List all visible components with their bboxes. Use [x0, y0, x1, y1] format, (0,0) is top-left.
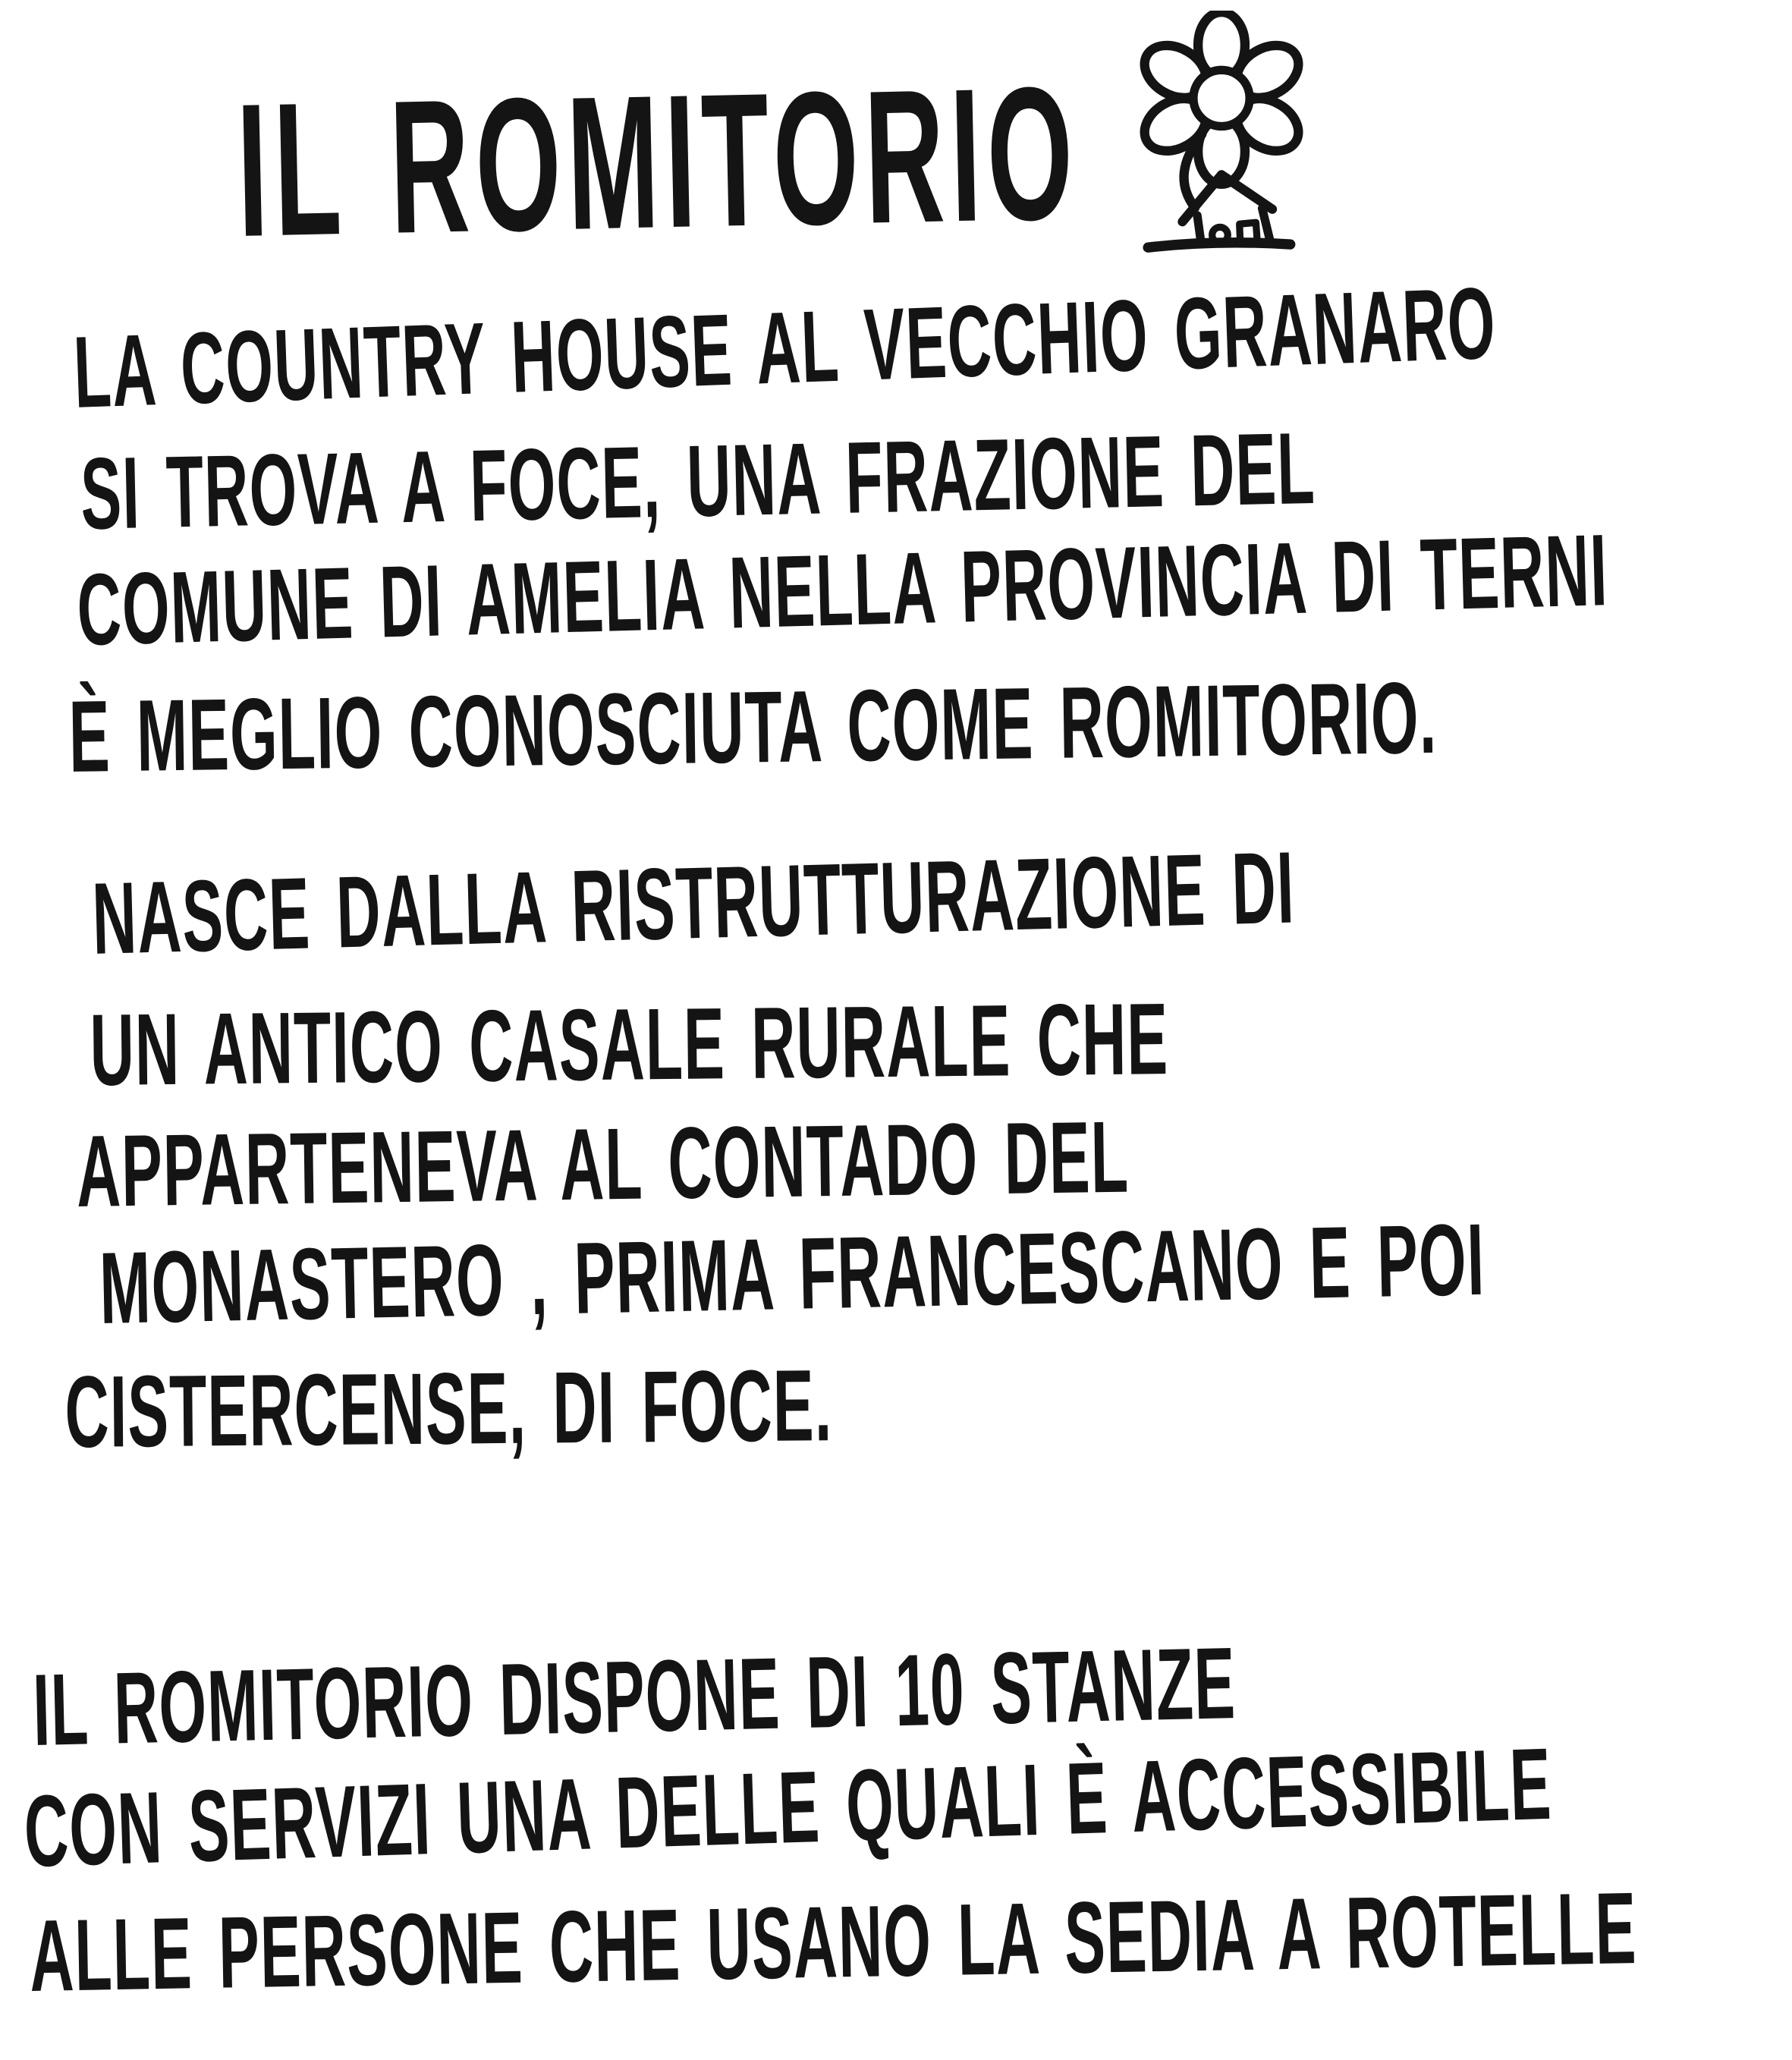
text-line: È MEGLIO CONOSCIUTA COME ROMITORIO. [68, 661, 1438, 794]
text-line: IL ROMITORIO DISPONE DI 10 STANZE [31, 1627, 1237, 1767]
text-line: CON SERVIZI UNA DELLE QUALI È ACCESSIBILE [22, 1727, 1554, 1889]
text-line: LA COUNTRY HOUSE AL VECCHIO GRANARO [71, 266, 1498, 429]
text-line: NASCE DALLA RISTRUTTURAZIONE DI [90, 831, 1297, 976]
text-line: SI TROVA A FOCE, UNA FRAZIONE DEL [79, 411, 1317, 551]
text-line: MONASTERO , PRIMA FRANCESCANO E POI [98, 1203, 1486, 1345]
text-line: UN ANTICO CASALE RURALE CHE [89, 983, 1169, 1107]
text-line: APPARTENEVA AL CONTADO DEL [75, 1100, 1130, 1228]
flower-house-doodle-icon [1121, 11, 1372, 269]
text-line: ALLE PERSONE CHE USANO LA SEDIA A ROTELLE [28, 1872, 1638, 2013]
page-title: IL ROMITORIO [234, 46, 1081, 276]
text-line: CISTERCENSE, DI FOCE. [64, 1349, 833, 1469]
text-line: COMUNE DI AMELIA NELLA PROVINCIA DI TERNI [75, 514, 1610, 667]
